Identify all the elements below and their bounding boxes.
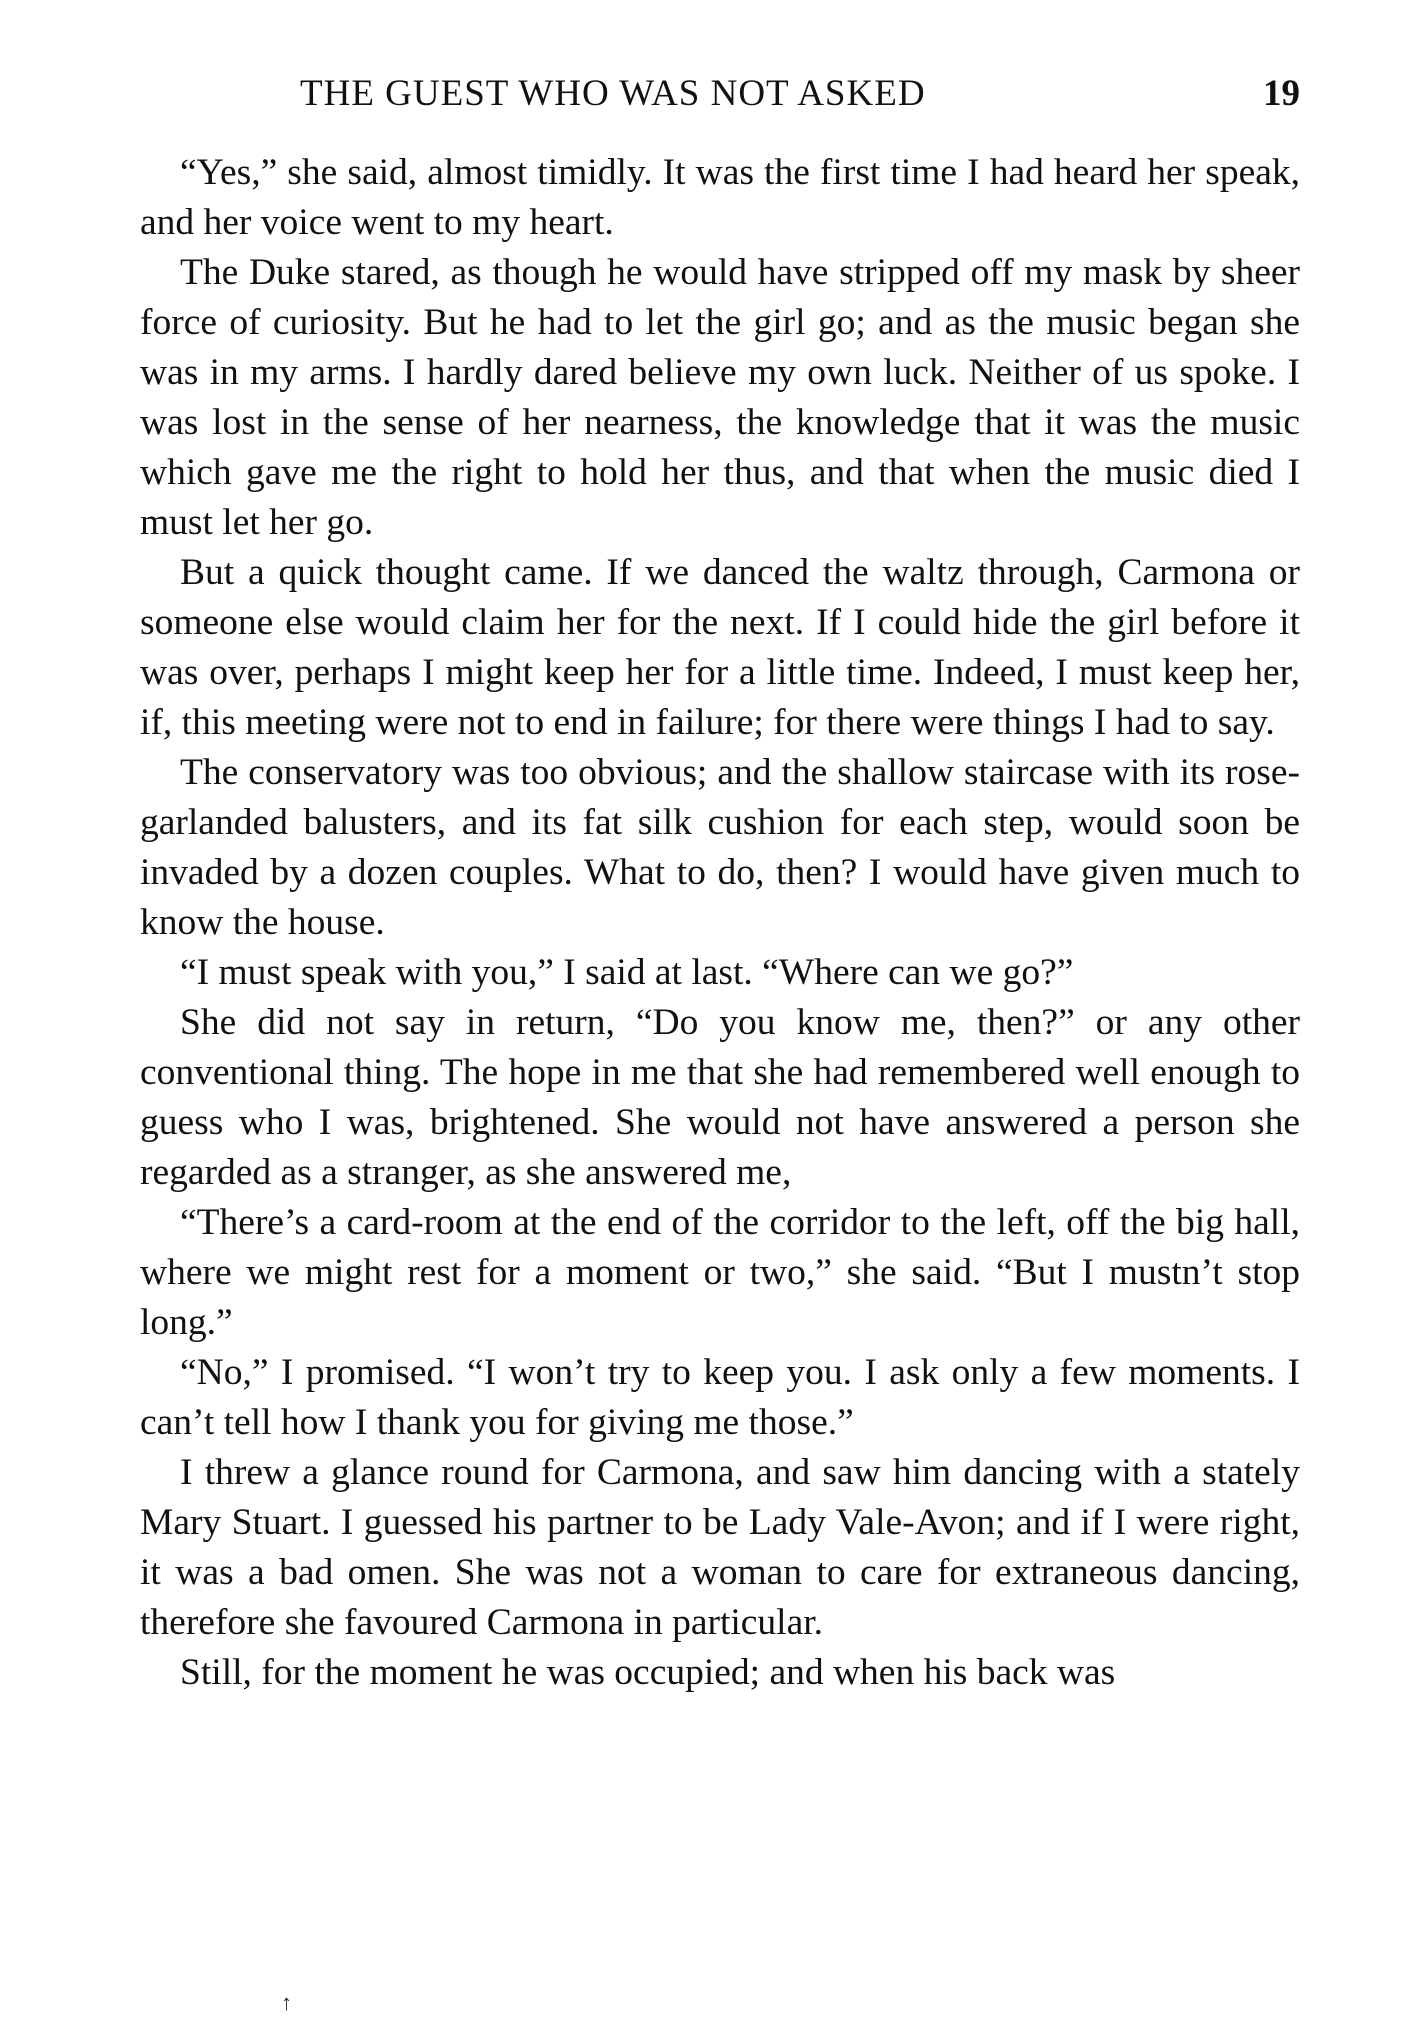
body-text <box>140 148 1300 1698</box>
paragraph: She did not say in return, “Do you know me, then?” or any other conventional thing. The hope in me that she had remembered well enough to guess who I was, brightened. She would not have answered a person she regarded as a stranger, as she answered me, <box>140 1002 1300 1193</box>
paragraph: The Duke stared, as though he would have stripped off my mask by sheer force of curiosity. But he had to let the girl go; and as the music began she was in my arms. I hardly dared believe my own luck. Neither of us spoke. I was lost in the sense of her nearness, the knowledge that it was the music which gave me the right to hold her thus, and that when the music died I must let her go. <box>140 252 1300 543</box>
running-head <box>140 72 1300 122</box>
paragraph: “Yes,” she said, almost timidly. It was the first time I had heard her speak, and her voice went to my heart. <box>140 152 1300 243</box>
paragraph: But a quick thought came. If we danced the waltz through, Carmona or someone else would claim her for the next. If I could hide the girl before it was over, perhaps I might keep her for a little time. Indeed, I must keep her, if, this meeting were not to end in failure; for there were things I had to say. <box>140 552 1300 743</box>
running-title: THE GUEST WHO WAS NOT ASKED <box>300 73 926 114</box>
paragraph: The conservatory was too obvious; and the shallow staircase with its rose-garlanded balusters, and its fat silk cushion for each step, would soon be invaded by a dozen couples. What to do, then? I would have given much to know the house. <box>140 752 1300 943</box>
page-number: 19 <box>1263 73 1300 114</box>
paragraph: I threw a glance round for Carmona, and saw him dancing with a stately Mary Stuart. I guessed his partner to be Lady Vale-Avon; and if I were right, it was a bad omen. She was not a woman to care for extraneous dancing, therefore she favoured Carmona in particular. <box>140 1452 1300 1643</box>
print-speck: ↑ <box>281 1990 292 2015</box>
paragraph: Still, for the moment he was occupied; and when his back was <box>180 1652 1116 1693</box>
paragraph: “I must speak with you,” I said at last. “Where can we go?” <box>180 952 1074 993</box>
paragraph: “No,” I promised. “I won’t try to keep you. I ask only a few moments. I can’t tell how I thank you for giving me those.” <box>140 1352 1300 1443</box>
paragraph: “There’s a card-room at the end of the corridor to the left, off the big hall, where we might rest for a moment or two,” she said. “But I mustn’t stop long.” <box>140 1202 1300 1343</box>
